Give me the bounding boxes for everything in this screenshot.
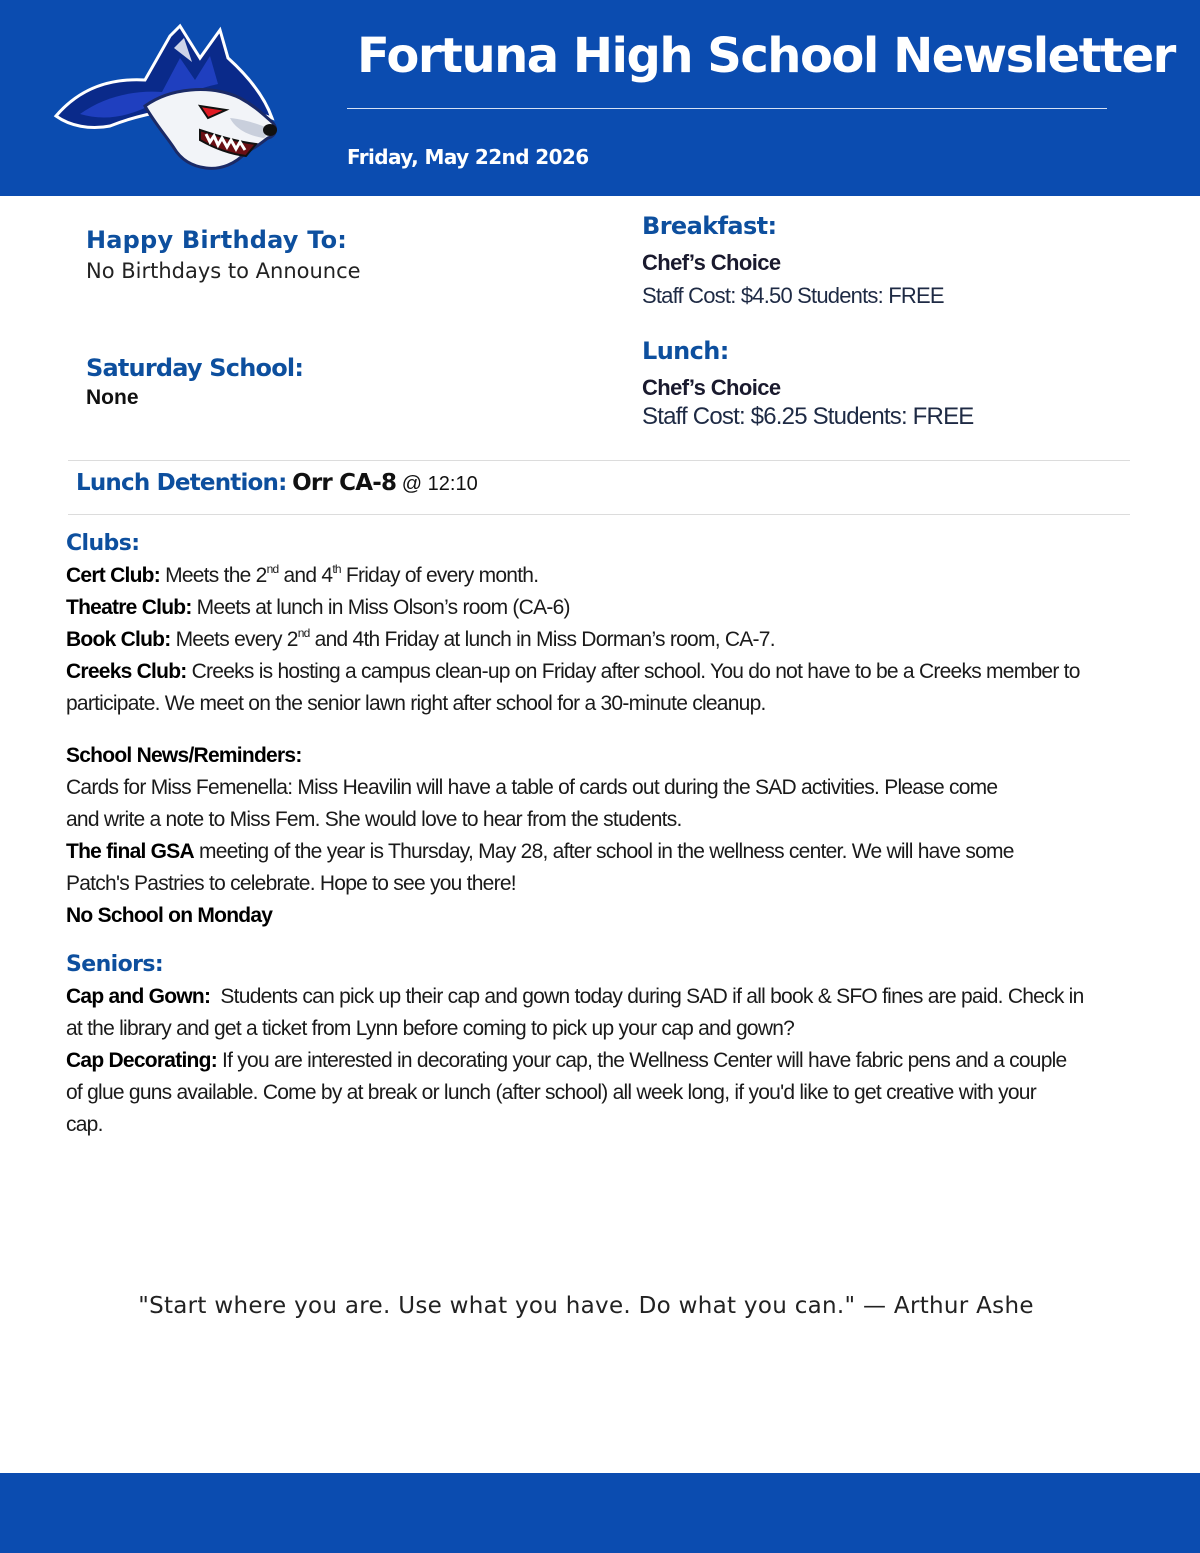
divider-top bbox=[68, 460, 1130, 461]
closing-quote: "Start where you are. Use what you have. Do what you can." — Arthur Ashe bbox=[138, 1293, 1034, 1319]
creeks-club-name: Creeks Club: bbox=[66, 660, 187, 683]
detention-room: Orr CA-8 bbox=[292, 470, 397, 496]
newsletter-date: Friday, May 22nd 2026 bbox=[347, 145, 589, 169]
seniors-heading: Seniors: bbox=[66, 952, 164, 977]
creeks-club-line bbox=[66, 656, 1146, 688]
lunch-heading: Lunch: bbox=[642, 337, 729, 365]
breakfast-heading: Breakfast: bbox=[642, 212, 777, 240]
gsa-line-1 bbox=[66, 836, 1146, 868]
no-school-line bbox=[66, 900, 1146, 932]
cards-line-1: Cards for Miss Femenella: Miss Heavilin will have a table of cards out during the SAD activities. Please come bbox=[66, 776, 998, 799]
gsa-bold: The final GSA bbox=[66, 840, 194, 863]
newsletter-title: Fortuna High School Newsletter bbox=[357, 28, 1175, 84]
book-club-name: Book Club: bbox=[66, 628, 171, 651]
cap-gown-label: Cap and Gown: bbox=[66, 985, 211, 1008]
creeks-club-line-2: participate. We meet on the senior lawn right after school for a 30-minute cleanup. bbox=[66, 692, 766, 715]
cap-decorating-line-3: cap. bbox=[66, 1113, 103, 1136]
cap-decorating-text-1: If you are interested in decorating your cap, the Wellness Center will have fabric pens and a couple bbox=[216, 1049, 1067, 1072]
lunch-item: Chef’s Choice bbox=[642, 375, 781, 400]
cert-club-text-a: Meets the 2 bbox=[160, 564, 267, 587]
cap-decorating-line-2: of glue guns available. Come by at break or lunch (after school) all week long, if you'd like to get creative with your bbox=[66, 1081, 1036, 1104]
detention-time: @ 12:10 bbox=[401, 473, 478, 495]
cert-club-sup-2: th bbox=[332, 562, 341, 576]
spacer bbox=[66, 720, 1146, 740]
birthday-text: No Birthdays to Announce bbox=[86, 259, 361, 283]
lunch-cost: Staff Cost: $6.25 Students: FREE bbox=[642, 403, 974, 430]
cert-club-text-b: and 4 bbox=[278, 564, 333, 587]
divider-bottom bbox=[68, 514, 1130, 515]
spacer bbox=[66, 932, 1146, 949]
saturday-school-heading: Saturday School: bbox=[86, 354, 304, 382]
breakfast-cost: Staff Cost: $4.50 Students: FREE bbox=[642, 283, 944, 308]
book-club-text-b: and 4th Friday at lunch in Miss Dorman’s room, CA-7. bbox=[309, 628, 775, 651]
cap-decorating-line-1 bbox=[66, 1045, 1146, 1077]
header-divider bbox=[347, 108, 1107, 109]
cert-club-sup-1: nd bbox=[266, 562, 279, 576]
birthday-heading: Happy Birthday To: bbox=[86, 226, 348, 254]
theatre-club-name: Theatre Club: bbox=[66, 596, 192, 619]
cap-gown-text-1: Students can pick up their cap and gown today during SAD if all book & SFO fines are paid. Check in bbox=[210, 985, 1084, 1008]
book-club-line bbox=[66, 624, 1146, 656]
theatre-club-line bbox=[66, 592, 1146, 624]
cap-gown-line-1 bbox=[66, 981, 1146, 1013]
school-news-heading-text: School News/Reminders: bbox=[66, 744, 302, 767]
breakfast-item: Chef’s Choice bbox=[642, 250, 781, 275]
newsletter-header bbox=[0, 0, 1200, 196]
gsa-text-1: meeting of the year is Thursday, May 28, after school in the wellness center. We will have some bbox=[193, 840, 1014, 863]
book-club-sup: nd bbox=[297, 626, 310, 640]
cap-decorating-label: Cap Decorating: bbox=[66, 1049, 217, 1072]
gsa-line-2: Patch's Pastries to celebrate. Hope to see you there! bbox=[66, 872, 516, 895]
detention-label: Lunch Detention: bbox=[76, 470, 287, 496]
book-club-text-a: Meets every 2 bbox=[170, 628, 298, 651]
cards-line-2: and write a note to Miss Fem. She would love to hear from the students. bbox=[66, 808, 682, 831]
creeks-club-text-1: Creeks is hosting a campus clean-up on Friday after school. You do not have to be a Creeks member to bbox=[186, 660, 1080, 683]
school-news-heading bbox=[66, 740, 1146, 772]
cap-gown-line-2: at the library and get a ticket from Lynn before coming to pick up your cap and gown? bbox=[66, 1017, 795, 1040]
newsletter-footer bbox=[0, 1473, 1200, 1553]
lunch-detention bbox=[76, 469, 478, 496]
cert-club-text-c: Friday of every month. bbox=[340, 564, 539, 587]
saturday-school-text: None bbox=[86, 386, 139, 409]
newsletter-body bbox=[66, 528, 1146, 1141]
theatre-club-text: Meets at lunch in Miss Olson’s room (CA-6) bbox=[191, 596, 570, 619]
no-school-text: No School on Monday bbox=[66, 904, 273, 927]
cert-club-line bbox=[66, 560, 1146, 592]
husky-mascot-logo-icon bbox=[50, 18, 282, 178]
cert-club-name: Cert Club: bbox=[66, 564, 160, 587]
clubs-heading: Clubs: bbox=[66, 531, 140, 556]
